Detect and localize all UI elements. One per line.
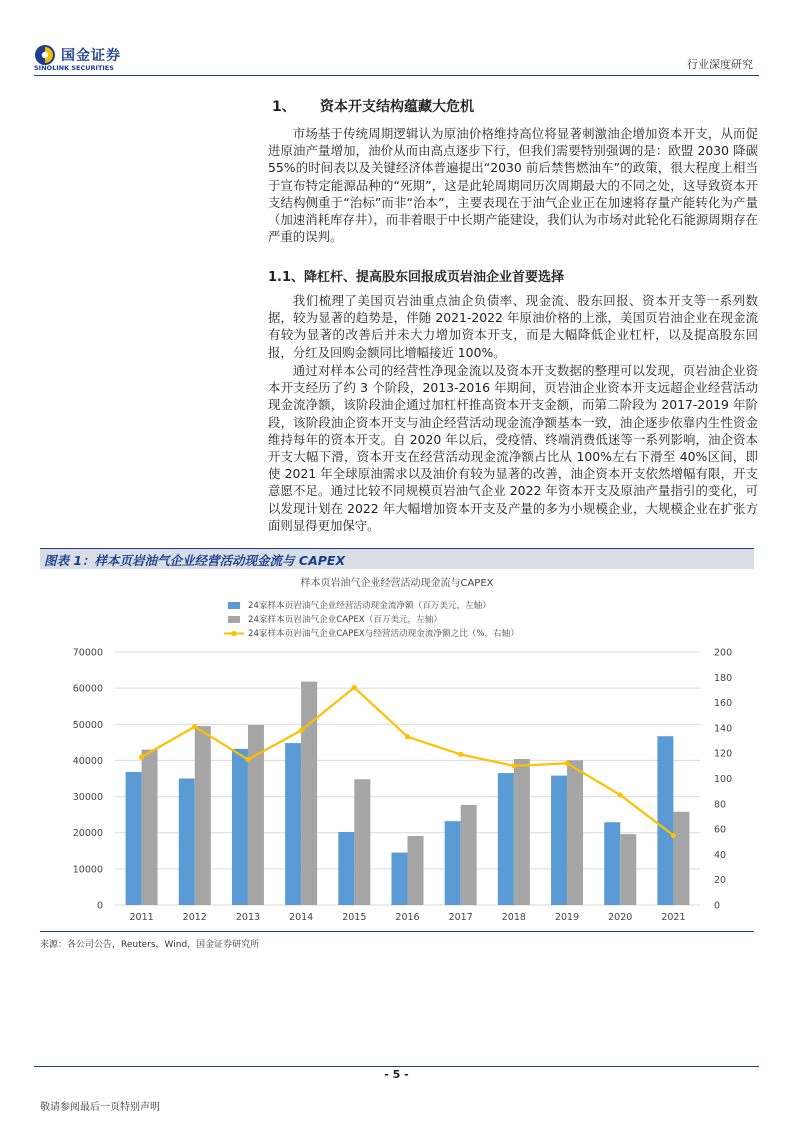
left-tick-label: 10000: [72, 864, 103, 876]
ratio-point-2015: [352, 685, 357, 690]
ratio-point-2017: [458, 752, 463, 757]
x-tick-label: 2017: [448, 912, 473, 923]
legend-label-0: 24家样本页岩油气企业经营活动现金流净额（百万美元，左轴）: [248, 601, 491, 611]
figure-source: 来源：各公司公告，Reuters，Wind，国金证券研究所: [40, 940, 260, 950]
subsection-heading: 1.1、降杠杆、提高股东回报成页岩油企业首要选择: [268, 270, 565, 285]
capex-bar-2012: [195, 726, 211, 905]
capex-bar-2021: [673, 812, 689, 905]
x-tick-label: 2021: [661, 912, 686, 923]
legend-swatch-marker-2: [231, 631, 236, 636]
left-tick-label: 20000: [72, 828, 103, 840]
right-axis: [714, 648, 732, 912]
cashflow-bar-2013: [232, 749, 248, 905]
ratio-point-2019: [564, 761, 569, 766]
x-axis: [129, 912, 685, 923]
page-number: - 5 -: [384, 1068, 409, 1081]
right-tick-label: 160: [714, 698, 733, 710]
legend-label-1: 24家样本页岩油气企业CAPEX（百万美元，左轴）: [248, 615, 443, 625]
capex-bar-2018: [514, 759, 530, 905]
ratio-point-2012: [192, 724, 197, 729]
ratio-point-2014: [299, 728, 304, 733]
subsection-paragraph-2: 通过对样本公司的经营性净现金流以及资本开支数据的整理可以发现，页岩油企业资本开支经历了约 3 个阶段，2013-2016 年期间，页岩油企业资本开支远超企业经营活动现金流净额，该阶段油企通过加杠杆推高资本开支金额，而第二阶段为 2017-2019 年阶段，该阶段油企资本开支与油企经营活动现金流净额基本一致，油企逐步依靠内生性资金维持每年的资本开支。自 2020 年以后，受疫情、终端消费低迷等一系列影响，油企资本开支大幅下滑，资本开支在经营活动现金流净额占比从 100%左右下滑至 40%区间，即使 2021 年全球原油需求以及油价有较为显著的改善，油企资本开支依然增幅有限，开支意愿不足。通过比较不同规模页岩油气企业 2022 年资本开支及原油产量指引的变化，可以发现计划在 2022 年大幅增加资本开支及产量的多为小规模企业，大规模企业在扩张方面则显得更加保守。: [268, 363, 758, 533]
figure-caption: 图表 1：样本页岩油气企业经营活动现金流与 CAPEX: [44, 553, 346, 568]
figure-caption-bar: [40, 548, 754, 569]
left-tick-label: 60000: [72, 683, 103, 695]
cashflow-bar-2012: [179, 779, 195, 906]
section-heading: [272, 96, 474, 116]
cashflow-bar-2016: [392, 853, 408, 905]
x-tick-label: 2014: [289, 912, 314, 923]
cashflow-bar-2017: [445, 821, 461, 905]
sinolink-logo: [34, 44, 154, 74]
capex-bar-2011: [142, 750, 158, 905]
chart-container: [40, 570, 754, 928]
right-tick-label: 100: [714, 774, 733, 785]
ratio-point-2013: [245, 757, 250, 762]
left-tick-label: 50000: [72, 719, 103, 731]
legend-label-2: 24家样本页岩油气企业CAPEX与经营活动现金流净额之比（%，右轴）: [248, 629, 519, 639]
ratio-point-2011: [139, 754, 144, 759]
left-tick-label: 0: [96, 900, 103, 912]
report-type: 行业深度研究: [687, 58, 753, 71]
right-tick-label: 40: [714, 849, 727, 861]
right-tick-label: 200: [714, 647, 733, 659]
logo-cn-text: 国金证券: [61, 48, 121, 64]
right-tick-label: 180: [714, 672, 733, 684]
capex-bar-2017: [461, 805, 477, 905]
combo-chart: [40, 570, 754, 928]
x-tick-label: 2018: [501, 912, 526, 923]
cashflow-bar-2014: [285, 743, 301, 905]
capex-bar-2014: [301, 682, 317, 905]
left-tick-label: 30000: [72, 792, 103, 804]
ratio-point-2018: [511, 763, 516, 768]
cashflow-bar-2021: [657, 736, 673, 905]
ratio-point-2020: [618, 792, 623, 797]
cashflow-bar-2020: [604, 822, 620, 905]
ratio-point-2016: [405, 734, 410, 739]
section-paragraph: 市场基于传统周期逻辑认为原油价格维持高位将显著刺激油企增加资本开支，从而促进原油产量增加，油价从而由高点逐步下行，但我们需要特别强调的是：欧盟 2030 降碳 55%的时间表以及关键经济体普遍提出“2030 前后禁售燃油车”的政策，很大程度上相当于宣布特定能源品种的“死期”，这是此轮周期同历次周期最大的不同之处，这导致资本开支结构侧重于“治标”而非“治本”，主要表现在于油气企业正在加速将存量产能转化为产量（加速消耗库存井），而非着眼于中长期产能建设，我们认为市场对此轮化石能源周期存在严重的误判。: [268, 126, 758, 245]
sinolink-logo-icon: [34, 44, 56, 66]
right-tick-label: 80: [714, 799, 727, 811]
right-tick-label: 60: [714, 824, 727, 836]
x-tick-label: 2019: [554, 912, 580, 923]
subsection-paragraph-1: 我们梳理了美国页岩油重点油企负债率、现金流、股东回报、资本开支等一系列数据，较为显著的趋势是，伴随 2021-2022 年原油价格的上涨，美国页岩油企业在现金流有较为显著的改善后并未大力增加资本开支，而是大幅降低企业杠杆，以及提高股东回报，分红及回购金额同比增幅接近 100%。: [268, 293, 758, 360]
right-tick-label: 140: [714, 723, 733, 735]
cashflow-bar-2011: [126, 772, 142, 905]
ratio-point-2021: [671, 833, 676, 838]
x-tick-label: 2012: [182, 912, 207, 923]
chart-title: 样本页岩油气企业经营活动现金流与CAPEX: [300, 578, 494, 589]
capex-bar-2019: [567, 760, 583, 905]
right-tick-label: 120: [714, 748, 733, 760]
line-series: [139, 685, 676, 838]
left-tick-label: 70000: [72, 647, 103, 659]
capex-bar-2020: [620, 834, 636, 905]
left-axis: [73, 648, 103, 912]
logo-en-text: SINOLINK SECURITIES: [34, 64, 114, 72]
section-title: 资本开支结构蕴藏大危机: [320, 99, 474, 115]
source-divider: [40, 931, 754, 932]
x-tick-label: 2011: [129, 912, 154, 923]
x-tick-label: 2016: [395, 912, 420, 923]
capex-bar-2015: [354, 779, 370, 905]
x-tick-label: 2015: [342, 912, 367, 923]
cashflow-bar-2019: [551, 776, 567, 905]
bar-series: [126, 682, 690, 905]
left-tick-label: 40000: [72, 755, 103, 767]
capex-bar-2016: [408, 836, 424, 905]
page-header: [0, 0, 793, 80]
footer-divider: [34, 1066, 759, 1067]
right-tick-label: 20: [714, 875, 727, 887]
section-number: 1、: [272, 99, 296, 115]
disclaimer: 敬请参阅最后一页特别声明: [40, 1102, 160, 1113]
header-divider: [34, 75, 759, 76]
cashflow-bar-2018: [498, 773, 514, 905]
x-tick-label: 2013: [235, 912, 261, 923]
cashflow-bar-2015: [338, 832, 354, 905]
legend-swatch-0: [228, 602, 240, 609]
x-tick-label: 2020: [608, 912, 633, 923]
legend-swatch-1: [228, 616, 240, 623]
ratio-line: [142, 687, 674, 835]
right-tick-label: 0: [714, 900, 721, 912]
chart-legend: [224, 599, 519, 639]
